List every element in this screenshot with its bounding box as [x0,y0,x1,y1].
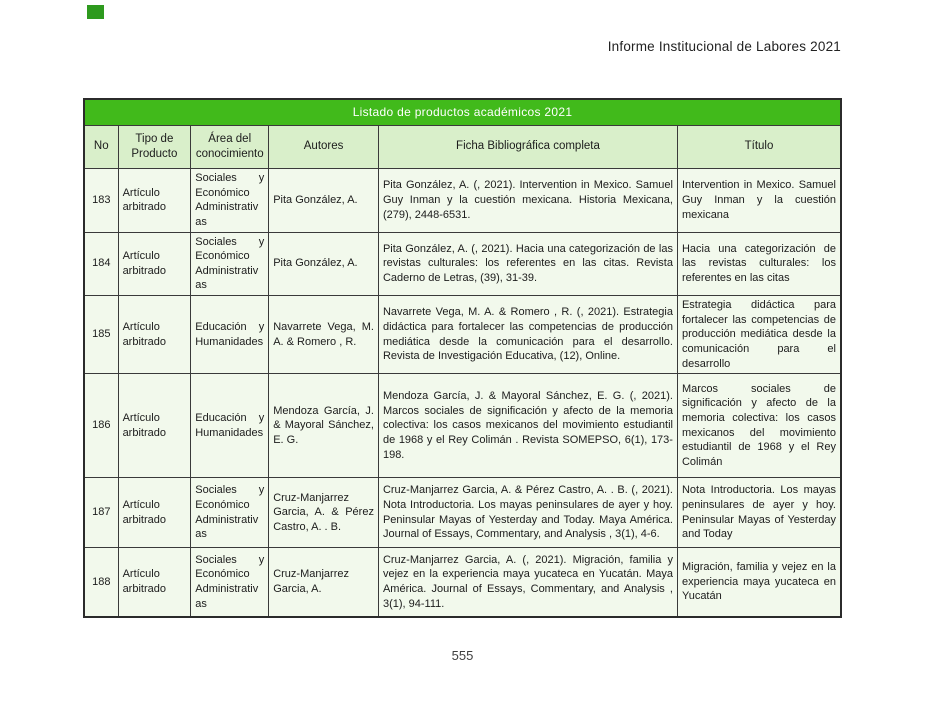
cell-autores: Pita González, A. [269,169,379,233]
cell-area-del-conocimiento: Educación y Humanidades [191,374,269,478]
cell-tipo-de-producto: Artículo arbitrado [118,548,191,617]
cell-no: 187 [84,478,118,548]
cell-area-del-conocimiento: Sociales y Económico Administrativas [191,548,269,617]
cell-area-del-conocimiento: Sociales y Económico Administrativas [191,169,269,233]
cell-autores: Cruz-Manjarrez Garcia, A. & Pérez Castro, A. . B. [269,478,379,548]
cell-no: 185 [84,296,118,374]
cell-ficha-bibliografica: Cruz-Manjarrez Garcia, A. (, 2021). Migración, familia y vejez en la experiencia maya yucateca en Yucatán. Maya América. Journal of Essays, Commentary, and Analysis , 3(1), 94-111. [378,548,677,617]
cell-autores: Navarrete Vega, M. A. & Romero , R. [269,296,379,374]
table-row [84,296,841,374]
cell-ficha-bibliografica: Navarrete Vega, M. A. & Romero , R. (, 2021). Estrategia didáctica para fortalecer las competencias de producción mediática desde la comunicación para el desarrollo. Revista de Investigación Educativa, (12), Online. [378,296,677,374]
cell-tipo-de-producto: Artículo arbitrado [118,232,191,296]
cell-no: 186 [84,374,118,478]
col-header-area-del-conocimiento: Área del conocimiento [191,126,269,169]
cell-ficha-bibliografica: Pita González, A. (, 2021). Intervention in Mexico. Samuel Guy Inman y la cuestión mexicana. Historia Mexicana, (279), 2448-6531. [378,169,677,233]
cell-area-del-conocimiento: Sociales y Económico Administrativas [191,232,269,296]
cell-titulo: Marcos sociales de significación y afecto de la memoria colectiva: los casos mexicanos del movimiento estudiantil de 1968 y el Rey Colimán [677,374,841,478]
cell-titulo: Intervention in Mexico. Samuel Guy Inman y la cuestión mexicana [677,169,841,233]
table-body [84,169,841,617]
table-row [84,169,841,233]
cell-no: 188 [84,548,118,617]
cell-no: 184 [84,232,118,296]
col-header-tipo-de-producto: Tipo de Producto [118,126,191,169]
col-header-autores: Autores [269,126,379,169]
cell-titulo: Nota Introductoria. Los mayas peninsulares de ayer y hoy. Peninsular Mayas of Yesterday and Today [677,478,841,548]
cell-tipo-de-producto: Artículo arbitrado [118,478,191,548]
cell-autores: Cruz-Manjarrez Garcia, A. [269,548,379,617]
cell-titulo: Migración, familia y vejez en la experiencia maya yucateca en Yucatán [677,548,841,617]
table-row [84,232,841,296]
table-header-row [84,126,841,169]
col-header-titulo: Título [677,126,841,169]
table-title: Listado de productos académicos 2021 [84,99,841,126]
report-header-title: Informe Institucional de Labores 2021 [607,39,841,54]
table-row [84,478,841,548]
academic-products-table [83,98,842,618]
corner-mark [87,5,104,19]
col-header-no: No [84,126,118,169]
cell-autores: Pita González, A. [269,232,379,296]
cell-autores: Mendoza García, J. & Mayoral Sánchez, E. G. [269,374,379,478]
cell-ficha-bibliografica: Cruz-Manjarrez Garcia, A. & Pérez Castro, A. . B. (, 2021). Nota Introductoria. Los mayas peninsulares de ayer y hoy. Peninsular Mayas of Yesterday and Today. Maya América. Journal of Essays, Commentary, and Analysis , 3(1), 4-6. [378,478,677,548]
cell-tipo-de-producto: Artículo arbitrado [118,169,191,233]
cell-ficha-bibliografica: Mendoza García, J. & Mayoral Sánchez, E. G. (, 2021). Marcos sociales de significación y afecto de la memoria colectiva: los casos mexicanos del movimiento estudiantil de 1968 y el Rey Colimán . Revista SOMEPSO, 6(1), 173-198. [378,374,677,478]
table-title-row [84,99,841,126]
page-number: 555 [451,648,474,663]
cell-area-del-conocimiento: Educación y Humanidades [191,296,269,374]
table-row [84,374,841,478]
cell-tipo-de-producto: Artículo arbitrado [118,374,191,478]
cell-ficha-bibliografica: Pita González, A. (, 2021). Hacia una categorización de las revistas culturales: los referentes en las citas. Revista Caderno de Letras, (39), 31-39. [378,232,677,296]
cell-no: 183 [84,169,118,233]
cell-area-del-conocimiento: Sociales y Económico Administrativas [191,478,269,548]
cell-titulo: Hacia una categorización de las revistas culturales: los referentes en las citas [677,232,841,296]
col-header-ficha-bibliografica: Ficha Bibliográfica completa [378,126,677,169]
cell-tipo-de-producto: Artículo arbitrado [118,296,191,374]
cell-titulo: Estrategia didáctica para fortalecer las competencias de producción mediática desde la comunicación para el desarrollo [677,296,841,374]
table-row [84,548,841,617]
